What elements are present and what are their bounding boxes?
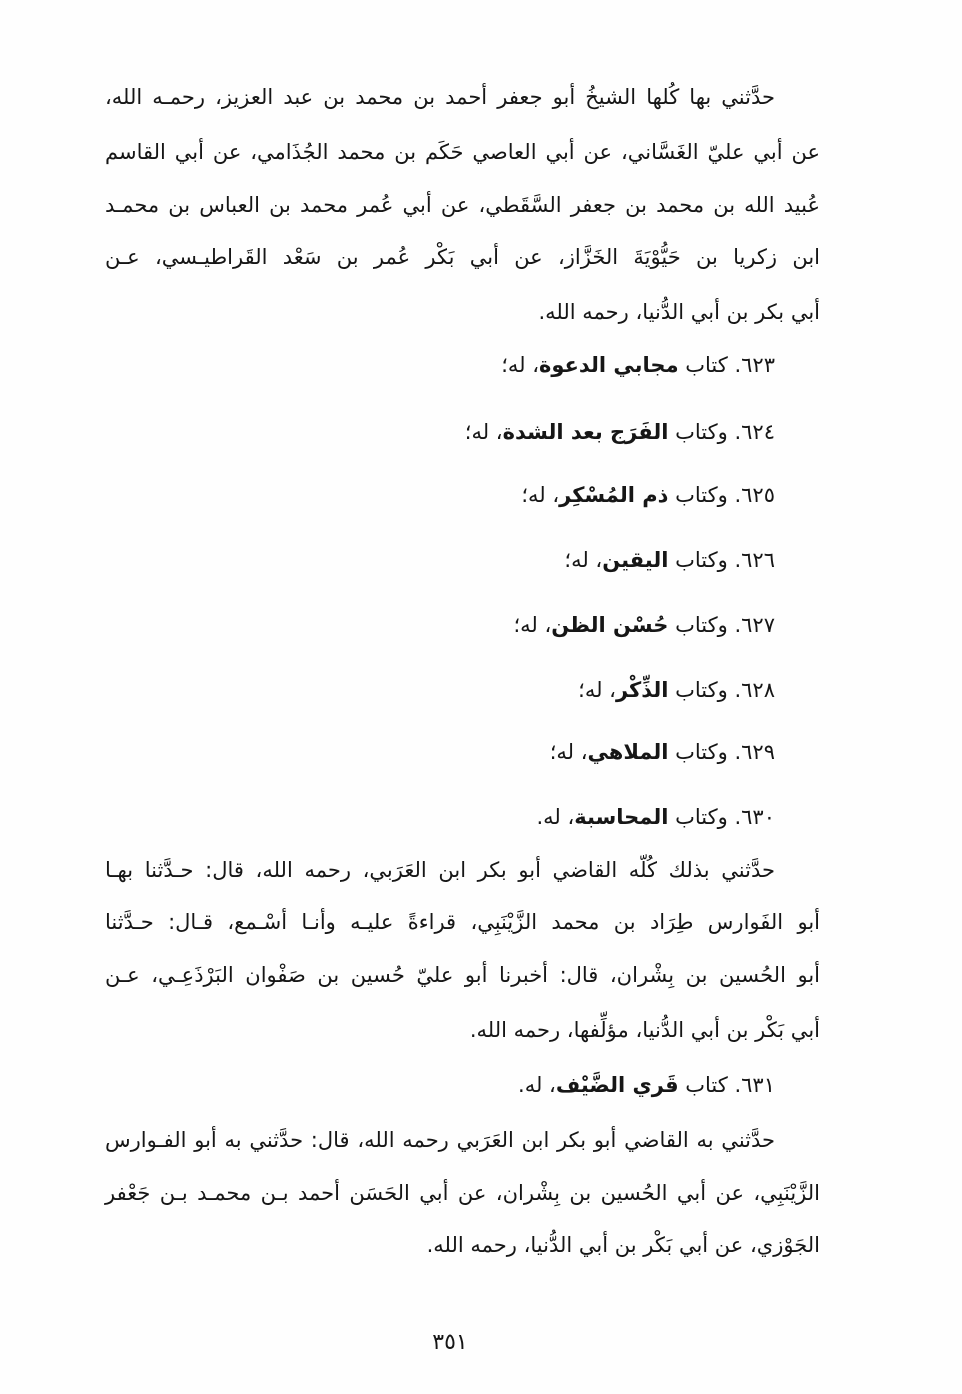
item-suffix: ، له؛: [578, 678, 616, 702]
item-prefix: كتاب: [685, 1073, 728, 1097]
item-suffix: ، له؛: [521, 483, 560, 507]
item-number: ٦٣٠.: [734, 805, 775, 829]
item-prefix: وكتاب: [675, 613, 728, 637]
item-title: قَري الضَّيْف: [555, 1073, 679, 1097]
item-suffix: ، له؛: [464, 420, 503, 444]
item-prefix: وكتاب: [675, 483, 728, 507]
paragraph-3-line: الجَوْزي، عن أبي بَكْر بن أبي الدُّنيا، رحمه الله.: [426, 1233, 820, 1257]
item-suffix: ، له؛: [501, 353, 539, 377]
list-item: [105, 475, 820, 515]
item-title: حُسْن الظن: [551, 613, 669, 637]
paragraph-1-line: حدَّثني بها كُلها الشيخُ أبو جعفر أحمد بن محمد بن عبد العزيز، رحمـه الله،: [105, 85, 775, 109]
paragraph-3-line: حدَّثني به القاضي أبو بكر ابن العَرَبي رحمه الله، قال: حدَّثني به أبو الفـوارس: [105, 1128, 775, 1152]
item-prefix: وكتاب: [675, 740, 728, 764]
paragraph-2-line: حدَّثني بذلك كُلّه القاضي أبو بكر ابن العَرَبي، رحمه الله، قال: حـدَّثنا بهـا: [105, 858, 775, 882]
paragraph-2-line: أبو الفَوارس طِرَاد بن محمد الزَّيْنَبِي، قراءةً عليـه وأنـا أسْـمع، قـال: حـدَّثنا: [105, 910, 820, 934]
item-title: الفَرَج بعد الشدة: [502, 420, 669, 444]
list-item: [105, 605, 820, 645]
item-number: ٦٢٣.: [734, 353, 775, 377]
list-item: [105, 797, 820, 837]
item-prefix: وكتاب: [675, 678, 728, 702]
item-number: ٦٢٦.: [734, 548, 775, 572]
item-title: الذِّكْر: [615, 678, 669, 702]
item-prefix: وكتاب: [675, 420, 728, 444]
item-suffix: ، له؛: [513, 613, 552, 637]
page-number: ٣٥١: [432, 1330, 468, 1355]
item-number: ٦٣١.: [734, 1073, 775, 1097]
paragraph-1-line: عن أبي عليّ الغَسَّاني، عن أبي العاصي حَكَم بن محمد الجُذَامي، عن أبي القاسم: [105, 140, 820, 164]
item-title: مجابي الدعوة: [538, 353, 679, 377]
list-item: [105, 540, 820, 580]
list-item: [105, 345, 820, 385]
item-title: اليقين: [602, 548, 669, 572]
item-title: المحاسبة: [574, 805, 669, 829]
paragraph-2-line: أبو الحُسين بن بِشْران، قال: أخبرنا أبو عليّ حُسين بن صَفْوان البَرْذَعِـي، عـن: [105, 963, 820, 987]
list-item: [105, 732, 820, 772]
item-number: ٦٢٤.: [734, 420, 775, 444]
item-prefix: وكتاب: [675, 805, 728, 829]
paragraph-3-line: الزَّيْنَبِي، عن أبي الحُسين بن بِشْران، عن أبي الحَسَن أحمد بـن محمـد بـن جَعْفر: [105, 1181, 820, 1205]
list-item: [105, 670, 820, 710]
list-item: [105, 412, 820, 452]
list-item: [105, 1065, 820, 1105]
item-number: ٦٢٧.: [734, 613, 775, 637]
item-title: ذم المُسْكِر: [559, 483, 669, 507]
item-suffix: ، له.: [518, 1073, 556, 1097]
item-number: ٦٢٥.: [734, 483, 775, 507]
paragraph-1-line: عُبيد الله بن محمد بن جعفر السَّقَطي، عن أبي عُمر محمد بن العباس بن محمـد: [105, 193, 820, 217]
item-suffix: ، له؛: [564, 548, 603, 572]
item-suffix: ، له.: [536, 805, 575, 829]
item-title: الملاهي: [587, 740, 669, 764]
item-number: ٦٢٩.: [734, 740, 775, 764]
paragraph-1-line: أبي بكر بن أبي الدُّنيا، رحمه الله.: [538, 300, 820, 324]
item-prefix: وكتاب: [675, 548, 728, 572]
paragraph-1-line: ابن زكريا بن حَيُّوْيَةَ الخَزَّاز، عن أبي بَكْر عُمر بن سَعْد القَراطيـسي، عـن: [105, 245, 820, 269]
item-number: ٦٢٨.: [734, 678, 775, 702]
paragraph-2-line: أبي بَكْر بن أبي الدُّنيا، مؤلِّفها، رحمه الله.: [469, 1018, 820, 1042]
item-suffix: ، له؛: [549, 740, 588, 764]
item-prefix: كتاب: [685, 353, 728, 377]
